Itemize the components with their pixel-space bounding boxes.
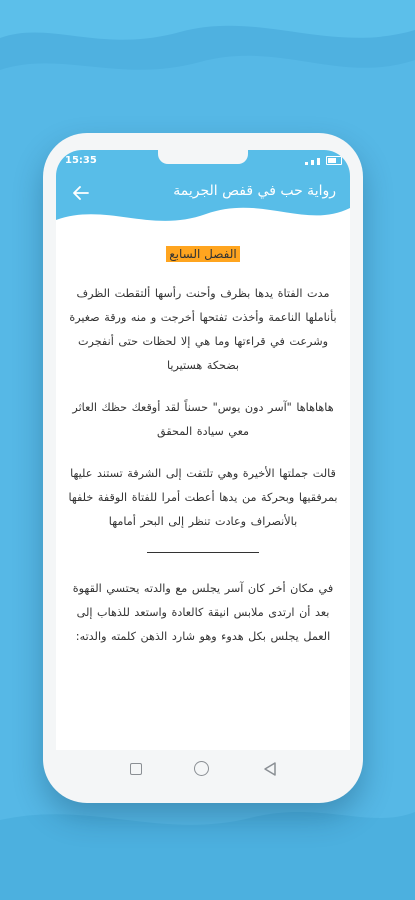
story-paragraph: قالت جملتها الأخيرة وهي تلتفت إلى الشرفة تستند عليها بمرفقيها وبحركة من يدها أعطت أمرا للفتاة الوقفة خلفها بالأنصراف وعادت تنظر إلى البحر أمامها (68, 467, 338, 528)
triangle-back-icon[interactable] (259, 758, 281, 780)
page-title: رواية حب في قفص الجريمة (173, 183, 336, 199)
story-content (56, 246, 350, 667)
chapter-title: الفصل السابع (166, 246, 239, 262)
signal-icon-bar (311, 160, 314, 165)
system-nav-bar (43, 750, 363, 792)
phone-screen (56, 150, 350, 750)
app-bar (56, 172, 350, 234)
battery-icon (326, 156, 342, 165)
signal-icon (305, 162, 308, 165)
status-time: 15:35 (65, 155, 97, 166)
status-bar (56, 150, 350, 172)
section-divider (147, 552, 259, 553)
arrow-back-icon[interactable] (70, 182, 92, 204)
signal-icon-bar (317, 158, 320, 165)
phone-frame (43, 133, 363, 803)
status-icons (305, 156, 342, 165)
circle-icon[interactable] (191, 758, 213, 780)
appbar-wave (56, 172, 350, 234)
story-paragraph: مدت الفتاة يدها بظرف وأحنت رأسها ألتقطت الظرف بأناملها الناعمة وأخذت تفتحها أخرجت و منه ورقة صغيرة وشرعت في قراءتها وما هي إلا لحظات حتى أنفجرت بضحكة هستيريا (69, 287, 337, 372)
camera-notch (158, 150, 248, 164)
square-icon[interactable] (125, 758, 147, 780)
story-paragraph: في مكان أخر كان آسر يجلس مع والدته يحتسي القهوة بعد أن ارتدى ملابس انيقة كالعادة واستعد للذهاب إلى العمل يجلس بكل هدوء وهو شارد الذهن كلمته والدته: (72, 582, 334, 643)
story-paragraph: هاهاهاها "آسر دون يوس" حسناً لقد أوقعك حظك العاثر معي سيادة المحقق (72, 401, 334, 438)
